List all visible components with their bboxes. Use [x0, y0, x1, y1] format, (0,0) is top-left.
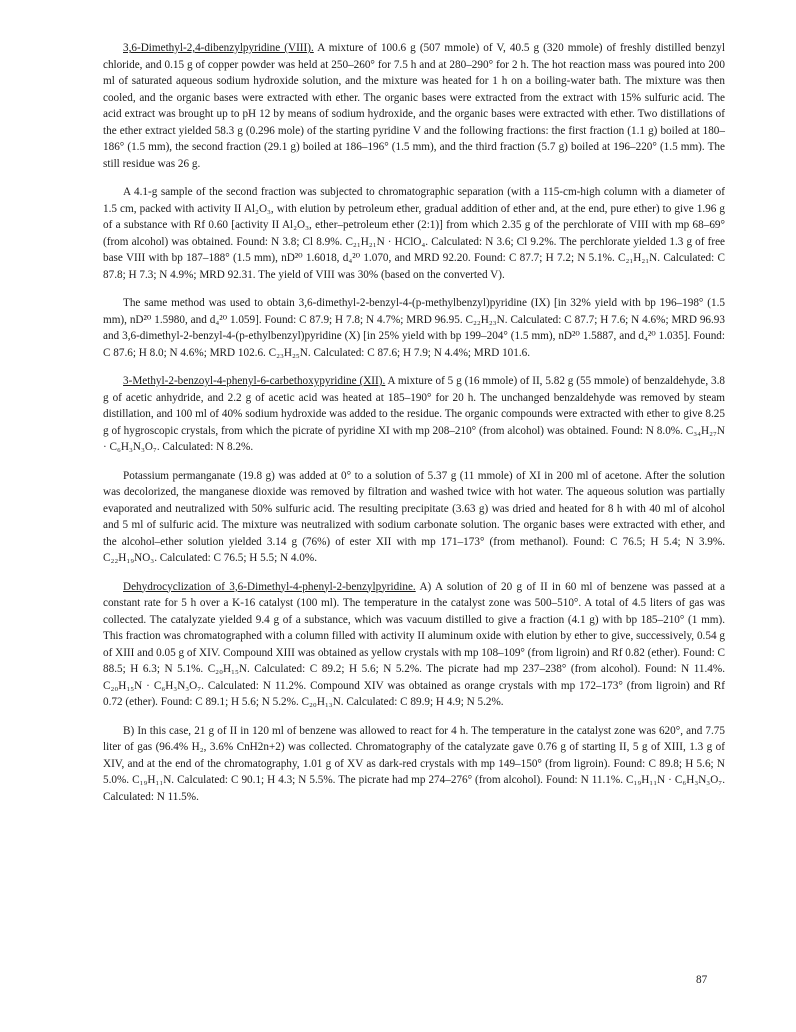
paragraph-text: A) A solution of 20 g of II in 60 ml of benzene was passed at a constant rate for 5 h over a K-16 catalyst (100 ml). The temperature in the catalyst zone was 500–510°. A total of 4.5 liters of gas was collected. The catalyzate yielded 9.4 g of a substance, which was vacuum distilled to give a fraction (4.1 g) with bp 185–210° (1 mm). This fraction was chromatographed with a column filled with activity II aluminum oxide with elution by ether to give, successively, 0.54 g of XIII and 0.05 g of XIV. Compound XIII was obtained as yellow crystals with mp 108–109° (from ligroin) and Rf 0.82 (ether). Found: C 88.5; H 6.3; N 5.1%. C₂₀H₁₅N. Calculated: C 89.2; H 5.6; N 5.2%. The picrate had mp 237–238° (from alcohol). Found: N 11.4%. C₂₀H₁₅N · C₆H₃N₃O₇. Calculated: N 11.2%. Compound XIV was obtained as orange crystals with mp 172–173° (from ligroin) and Rf 0.72 (ether). Found: C 89.1; H 5.6; N 5.2%. C₂₀H₁₃N. Calculated: C 89.9; H 4.9; N 5.2%. [103, 580, 725, 708]
paragraph-text: The same method was used to obtain 3,6-dimethyl-2-benzyl-4-(p-methylbenzyl)pyridine (IX) [in 32% yield with bp 196–198° (1.5 mm), nD²⁰ 1.5980, and d₄²⁰ 1.059]. Found: C 87.9; H 7.8; N 4.7%; MRD 96.95. C₂₂H₂₃N. Calculated: C 87.7; H 7.6; N 4.6%; MRD 96.93 and 3,6-dimethyl-2-benzyl-4-(p-ethylbenzyl)pyridine (X) [in 25% yield with bp 199–204° (1.5 mm), nD²⁰ 1.5887, and d₄²⁰ 1.035]. Found: C 87.6; H 8.0; N 4.6%; MRD 102.6. C₂₃H₂₅N. Calculated: C 87.6; H 7.9; N 4.4%; MRD 101.6. [103, 297, 725, 359]
paragraph-synthesis-viii [103, 40, 725, 172]
paragraph-text: A 4.1-g sample of the second fraction was subjected to chromatographic separation (with a 115-cm-high column with a diameter of 1.5 cm, packed with activity II Al₂O₃, with elution by petroleum ether, gradual addition of ether and, at the end, pure ether) to give 1.96 g of a substance with Rf 0.60 [activity II Al₂O₃, ether–petroleum ether (2:1)] from which 2.35 g of the perchlorate of VIII with mp 68–69° (from alcohol) was obtained. Found: N 3.8; Cl 8.9%. C₂₁H₂₁N · HClO₄. Calculated: N 3.6; Cl 9.2%. The perchlorate yielded 1.3 g of free base VIII with bp 187–188° (1.5 mm), nD²⁰ 1.6018, d₄²⁰ 1.070, and MRD 92.20. Found: C 87.7; H 7.2; N 5.1%. C₂₁H₂₁N. Calculated: C 87.8; H 7.3; N 4.9%; MRD 92.31. The yield of VIII was 30% (based on the converted V). [103, 186, 725, 281]
paragraph-text: A mixture of 100.6 g (507 mmole) of V, 40.5 g (320 mmole) of freshly distilled benzyl chloride, and 0.15 g of copper powder was held at 250–260° for 7.5 h and at 280–290° for 2 h. The hot reaction mass was poured into 200 ml of saturated aqueous sodium hydroxide solution, and the mixture was heated for 1 h on a boiling-water bath. The mixture was then cooled, and the organic bases were extracted with ether. The organic bases were extracted from the extract with 15% sulfuric acid. The acid extract was brought up to pH 12 by means of sodium hydroxide, and the organic bases were extracted with ether. Two distillations of the ether extract yielded 58.3 g (0.296 mole) of the starting pyridine V and the following fractions: the first fraction (1.1 g) boiled at 180–186° (1.5 mm), the second fraction (29.1 g) boiled at 186–196° (1.5 mm), and the third fraction (5.7 g) boiled at 196–220° (1.5 mm). The still residue was 26 g. [103, 42, 726, 170]
body-text [103, 40, 725, 815]
paragraph-synthesis-xii [103, 373, 725, 456]
section-heading-dehydrocyclization: Dehydrocyclization of 3,6-Dimethyl-4-phenyl-2-benzylpyridine. [123, 580, 416, 593]
paragraph-ix-x [103, 295, 725, 361]
compound-heading-xii: 3-Methyl-2-benzoyl-4-phenyl-6-carbethoxypyridine (XII). [123, 375, 386, 387]
paragraph-dehydrocyclization-b [103, 723, 725, 806]
page-number: 87 [696, 974, 708, 986]
paragraph-chromatography [103, 184, 725, 283]
paragraph-text: A mixture of 5 g (16 mmole) of II, 5.82 g (55 mmole) of benzaldehyde, 3.8 g of acetic anhydride, and 2.2 g of acetic acid was heated at 185–190° for 20 h. The unchanged benzaldehyde was removed by steam distillation, and 100 ml of 40% sodium hydroxide was added to the residue. The organic compounds were extracted with ether to give 8.25 g of hygroscopic crystals, from which the picrate of pyridine XI with mp 208–210° (from alcohol) was obtained. Found: N 8.0%. C₃₄H₂₇N · C₆H₃N₃O₇. Calculated: N 8.2%. [103, 375, 725, 453]
paragraph-text: Potassium permanganate (19.8 g) was added at 0° to a solution of 5.37 g (11 mmole) of XI in 200 ml of acetone. After the solution was decolorized, the manganese dioxide was removed by filtration and washed twice with hot water. The aqueous solution was partially evaporated and neutralized with 50% sulfuric acid. The resulting precipitate (3.63 g) was dried and heated for 8 h with 40 ml of alcohol and 5 ml of sulfuric acid. The mixture was neutralized with sodium carbonate solution. The organic bases were extracted with ether, and the alcohol–ether solution yielded 3.14 g (76%) of ester XII with mp 171–173° (from methanol). Found: C 76.5; H 5.4; N 3.9%. C₂₂H₁₉NO₃. Calculated: C 76.5; H 5.5; N 4.0%. [103, 469, 725, 564]
paragraph-dehydrocyclization-a [103, 579, 725, 711]
paragraph-permanganate [103, 468, 725, 567]
paragraph-text: B) In this case, 21 g of II in 120 ml of benzene was allowed to react for 4 h. The temperature in the catalyst zone was 620°, and 7.75 liter of gas (96.4% H₂, 3.6% CnH2n+2) was collected. Chromatography of the catalyzate gave 0.76 g of starting II, 5 g of XIII, 1.3 g of XIV, and at the end of the chromatography, 1.01 g of XV as dark-red crystals with mp 149–150° (from ligroin). Found: C 89.8; H 5.6; N 5.0%. C₁₉H₁₁N. Calculated: C 90.1; H 4.3; N 5.5%. The picrate had mp 274–276° (from alcohol). Found: N 11.1%. C₁₉H₁₁N · C₆H₃N₃O₇. Calculated: N 11.5%. [103, 724, 725, 803]
compound-heading-viii: 3,6-Dimethyl-2,4-dibenzylpyridine (VIII). [123, 42, 314, 54]
